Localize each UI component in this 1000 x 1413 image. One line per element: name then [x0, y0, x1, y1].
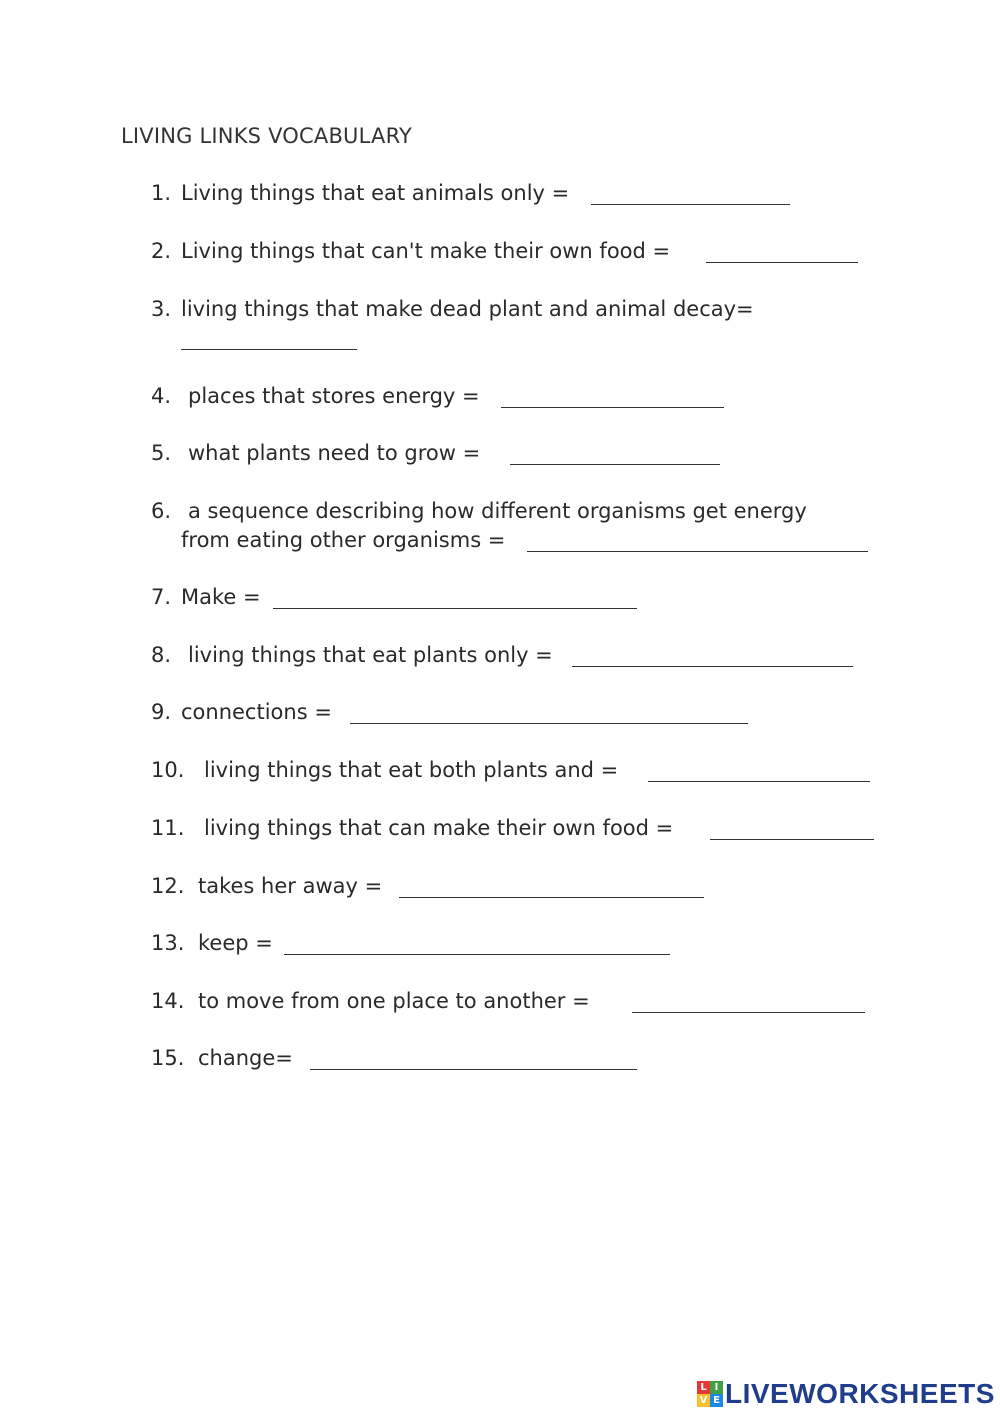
item-number: 11. — [151, 816, 185, 840]
answer-blank-10[interactable] — [648, 781, 870, 782]
item-prompt: change= — [198, 1046, 293, 1070]
item-prompt: connections = — [181, 700, 332, 724]
logo-letter-i: I — [710, 1381, 723, 1394]
item-number: 7. — [151, 585, 172, 609]
item-prompt: takes her away = — [198, 874, 383, 898]
item-prompt: living things that can make their own food = — [204, 816, 674, 840]
answer-blank-9[interactable] — [350, 723, 748, 724]
item-number: 12. — [151, 874, 185, 898]
answer-blank-4[interactable] — [501, 407, 724, 408]
item-number: 5. — [151, 441, 172, 465]
answer-blank-11[interactable] — [710, 839, 874, 840]
item-number: 10. — [151, 758, 185, 782]
item-number: 13. — [151, 931, 185, 955]
worksheet-title: LIVING LINKS VOCABULARY — [121, 124, 413, 148]
item-prompt: places that stores energy = — [188, 384, 480, 408]
answer-blank-7[interactable] — [273, 608, 637, 609]
answer-blank-13[interactable] — [284, 954, 670, 955]
item-prompt: living things that make dead plant and animal decay= — [181, 297, 754, 321]
item-prompt: a sequence describing how different organisms get energy — [188, 499, 807, 523]
item-number: 14. — [151, 989, 185, 1013]
answer-blank-1[interactable] — [591, 204, 790, 205]
item-prompt: keep = — [198, 931, 273, 955]
item-number: 4. — [151, 384, 172, 408]
item-number: 15. — [151, 1046, 185, 1070]
answer-blank-5[interactable] — [510, 464, 720, 465]
item-number: 3. — [151, 297, 172, 321]
answer-blank-12[interactable] — [399, 897, 704, 898]
logo-letter-l: L — [697, 1381, 710, 1394]
answer-blank-15[interactable] — [310, 1069, 637, 1070]
item-prompt: Living things that can't make their own food = — [181, 239, 671, 263]
answer-blank-3[interactable] — [181, 349, 357, 350]
item-number: 9. — [151, 700, 172, 724]
item-prompt: what plants need to grow = — [188, 441, 481, 465]
item-number: 6. — [151, 499, 172, 523]
answer-blank-2[interactable] — [706, 262, 858, 263]
item-prompt: living things that eat plants only = — [188, 643, 553, 667]
item-prompt: Make = — [181, 585, 261, 609]
logo-letter-e: E — [710, 1394, 723, 1407]
answer-blank-6[interactable] — [527, 551, 868, 552]
logo-letter-v: V — [697, 1394, 710, 1407]
item-number: 2. — [151, 239, 172, 263]
item-number: 8. — [151, 643, 172, 667]
item-prompt: to move from one place to another = — [198, 989, 590, 1013]
item-prompt: Living things that eat animals only = — [181, 181, 570, 205]
item-prompt-continued: from eating other organisms = — [181, 528, 506, 552]
item-number: 1. — [151, 181, 172, 205]
answer-blank-8[interactable] — [572, 666, 853, 667]
liveworksheets-logo-icon — [697, 1381, 723, 1407]
logo-text: LIVEWORKSHEETS — [725, 1378, 995, 1409]
item-prompt: living things that eat both plants and = — [204, 758, 619, 782]
liveworksheets-logo — [697, 1378, 995, 1410]
answer-blank-14[interactable] — [632, 1012, 865, 1013]
